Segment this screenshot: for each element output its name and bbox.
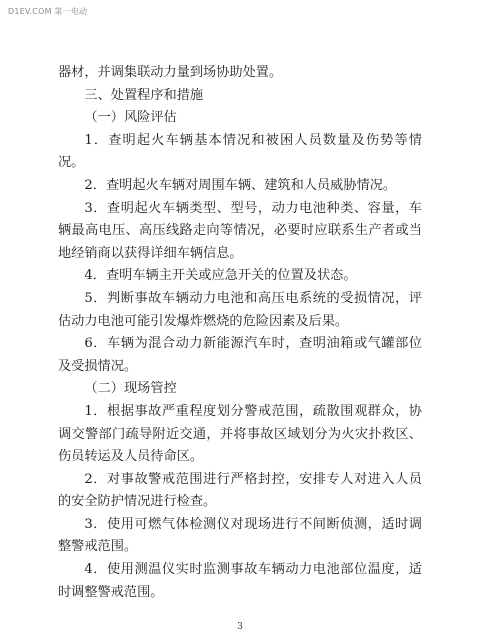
paragraph-continuation: 器材，并调集联动力量到场协助处置。: [58, 65, 283, 80]
control-item-3: 3．使用可燃气体检测仪对现场进行不间断侦测，适时调整警戒范围。: [58, 516, 422, 555]
risk-item-1: 1．查明起火车辆基本情况和被困人员数量及伤势等情况。: [58, 132, 422, 171]
risk-item-4: 4．查明车辆主开关或应急开关的位置及状态。: [84, 268, 357, 284]
subsection-heading-risk-assessment: （一）风险评估: [84, 110, 177, 126]
risk-item-2: 2．查明起火车辆对周围车辆、建筑和人员威胁情况。: [84, 177, 397, 193]
control-item-4: 4．使用测温仪实时监测事故车辆动力电池部位温度，适时调整警戒范围。: [58, 562, 422, 600]
subsection-heading-site-control: （二）现场管控: [84, 381, 177, 397]
risk-item-3: 3．查明起火车辆类型、型号，动力电池种类、容量，车辆最高电压、高压线路走向等情况，必要时应联系生产者或当地经销商以获得详细车辆信息。: [58, 200, 422, 261]
document-body: [58, 62, 422, 604]
section-heading-procedures: 三、处置程序和措施: [84, 87, 204, 103]
control-item-1: 1．根据事故严重程度划分警戒范围，疏散围观群众，协调交警部门疏导附近交通，并将事故区域划分为火灾扑救区、伤员转运及人员待命区。: [58, 403, 422, 465]
watermark: D1EV.COM 第一电动: [8, 7, 88, 16]
risk-item-5: 5．判断事故车辆动力电池和高压电系统的受损情况，评估动力电池可能引发爆炸燃烧的危险因素及后果。: [58, 290, 422, 329]
risk-item-6: 6．车辆为混合动力新能源汽车时，查明油箱或气罐部位及受损情况。: [58, 336, 422, 374]
control-item-2: 2．对事故警戒范围进行严格封控，安排专人对进入人员的安全防护情况进行检查。: [58, 471, 422, 510]
page-number: 3: [237, 622, 243, 632]
